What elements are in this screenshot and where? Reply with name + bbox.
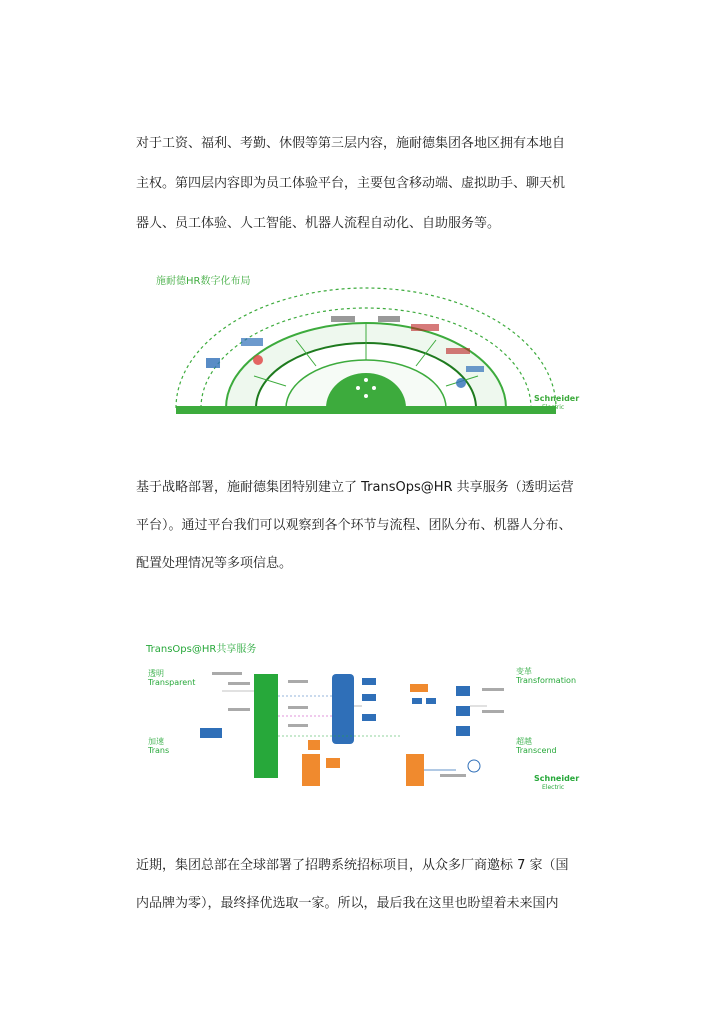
paragraph-2 xyxy=(136,478,591,578)
paragraph-line: 配置处理情况等多项信息。 xyxy=(136,556,293,571)
hr-digital-layout-figure xyxy=(146,268,586,418)
paragraph-line: 对于工资、福利、考勤、休假等第三层内容，施耐德集团各地区拥有本地自 xyxy=(136,136,566,151)
brand-sub: Electric xyxy=(542,784,565,791)
label-trans-en: Trans xyxy=(148,746,170,755)
figure-title: 施耐德HR数字化布局 xyxy=(156,276,251,287)
paragraph-line: 近期，集团总部在全球部署了招聘系统招标项目，从众多厂商邀标 7 家（国 xyxy=(136,858,569,873)
label-transparent-en: Transparent xyxy=(148,678,196,687)
label-transcend-cn: 超越 xyxy=(516,737,532,746)
label-transformation-en: Transformation xyxy=(516,676,577,685)
label-transcend-en: Transcend xyxy=(516,746,557,755)
paragraph-1 xyxy=(136,134,591,244)
transops-figure xyxy=(142,636,582,792)
figure-title: TransOps@HR共享服务 xyxy=(146,644,257,655)
flow-diagram xyxy=(142,636,582,792)
brand-logo: Schneider xyxy=(534,394,580,403)
arc-diagram xyxy=(146,268,586,418)
brand-sub: Electric xyxy=(542,404,565,411)
paragraph-line: 主权。第四层内容即为员工体验平台，主要包含移动端、虚拟助手、聊天机 xyxy=(136,176,566,191)
paragraph-line: 内品牌为零），最终择优选取一家。所以，最后我在这里也盼望着未来国内 xyxy=(136,896,559,911)
label-trans-cn: 加速 xyxy=(148,737,164,746)
paragraph-line: 平台）。通过平台我们可以观察到各个环节与流程、团队分布、机器人分布、 xyxy=(136,518,572,533)
brand-logo: Schneider xyxy=(534,774,580,783)
label-transformation-cn: 变革 xyxy=(516,667,532,676)
paragraph-line: 基于战略部署，施耐德集团特别建立了 TransOps@HR 共享服务（透明运营 xyxy=(136,480,574,495)
label-transparent-cn: 透明 xyxy=(148,669,164,678)
paragraph-line: 器人、员工体验、人工智能、机器人流程自动化、自助服务等。 xyxy=(136,216,501,231)
paragraph-3 xyxy=(136,856,591,916)
